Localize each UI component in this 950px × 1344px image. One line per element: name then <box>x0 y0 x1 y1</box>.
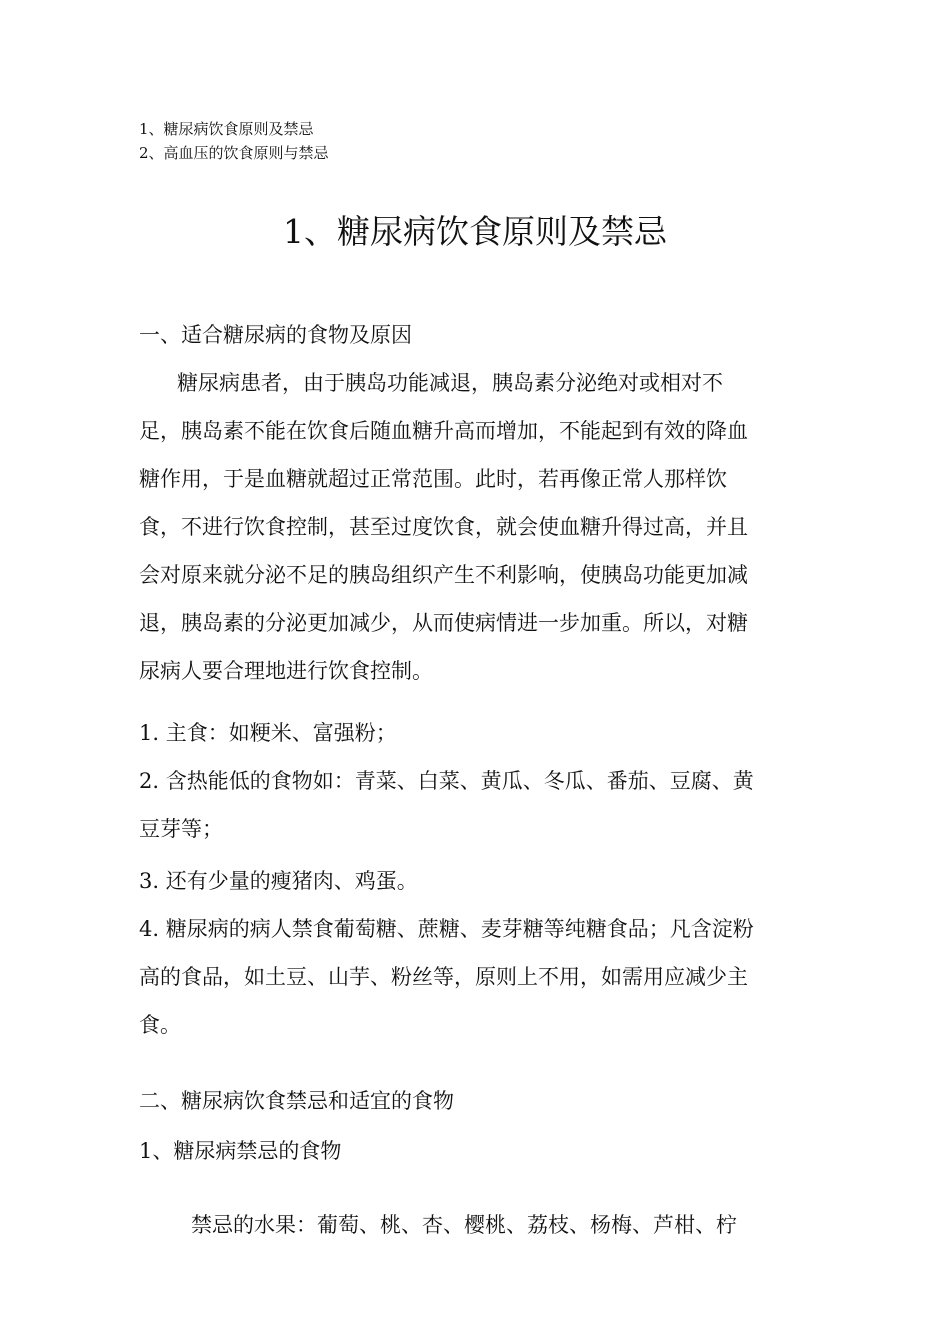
paragraph-line: 尿病人要合理地进行饮食控制。 <box>139 659 433 683</box>
list-item-low-energy-food <box>139 757 839 853</box>
table-of-contents <box>139 117 329 165</box>
intro-paragraph <box>139 359 839 695</box>
list-item-staple-food: 1. 主食：如粳米、富强粉； <box>139 721 397 745</box>
paragraph-line: 退，胰岛素的分泌更加减少，从而使病情进一步加重。所以，对糖 <box>139 611 748 635</box>
paragraph-line: 会对原来就分泌不足的胰岛组织产生不利影响，使胰岛功能更加减 <box>139 563 748 587</box>
list-item-sugar-prohibited <box>139 905 839 1049</box>
list-item-line: 4. 糖尿病的病人禁食葡萄糖、蔗糖、麦芽糖等纯糖食品；凡含淀粉 <box>139 917 754 941</box>
list-item-lean-meat: 3. 还有少量的瘦猪肉、鸡蛋。 <box>139 869 418 893</box>
paragraph-line: 食，不进行饮食控制，甚至过度饮食，就会使血糖升得过高，并且 <box>139 515 748 539</box>
list-item-line: 高的食品，如土豆、山芋、粉丝等，原则上不用，如需用应减少主 <box>139 965 748 989</box>
forbidden-fruits-paragraph: 禁忌的水果：葡萄、桃、杏、樱桃、荔枝、杨梅、芦柑、柠 <box>191 1213 737 1237</box>
toc-item[interactable]: 2、高血压的饮食原则与禁忌 <box>139 144 329 162</box>
list-item-line: 2. 含热能低的食物如：青菜、白菜、黄瓜、冬瓜、番茄、豆腐、黄 <box>139 769 754 793</box>
subsection-heading: 1、糖尿病禁忌的食物 <box>139 1139 342 1163</box>
paragraph-line: 足，胰岛素不能在饮食后随血糖升高而增加，不能起到有效的降血 <box>139 419 748 443</box>
paragraph-line: 糖作用，于是血糖就超过正常范围。此时，若再像正常人那样饮 <box>139 467 727 491</box>
paragraph-line: 糖尿病患者，由于胰岛功能减退，胰岛素分泌绝对或相对不 <box>177 371 723 395</box>
section-heading: 二、糖尿病饮食禁忌和适宜的食物 <box>139 1089 454 1113</box>
document-title: 1、糖尿病饮食原则及禁忌 <box>283 212 667 251</box>
toc-item[interactable]: 1、糖尿病饮食原则及禁忌 <box>139 120 314 138</box>
list-item-line: 豆芽等； <box>139 817 223 841</box>
section-heading: 一、适合糖尿病的食物及原因 <box>139 323 412 347</box>
list-item-line: 食。 <box>139 1013 181 1037</box>
